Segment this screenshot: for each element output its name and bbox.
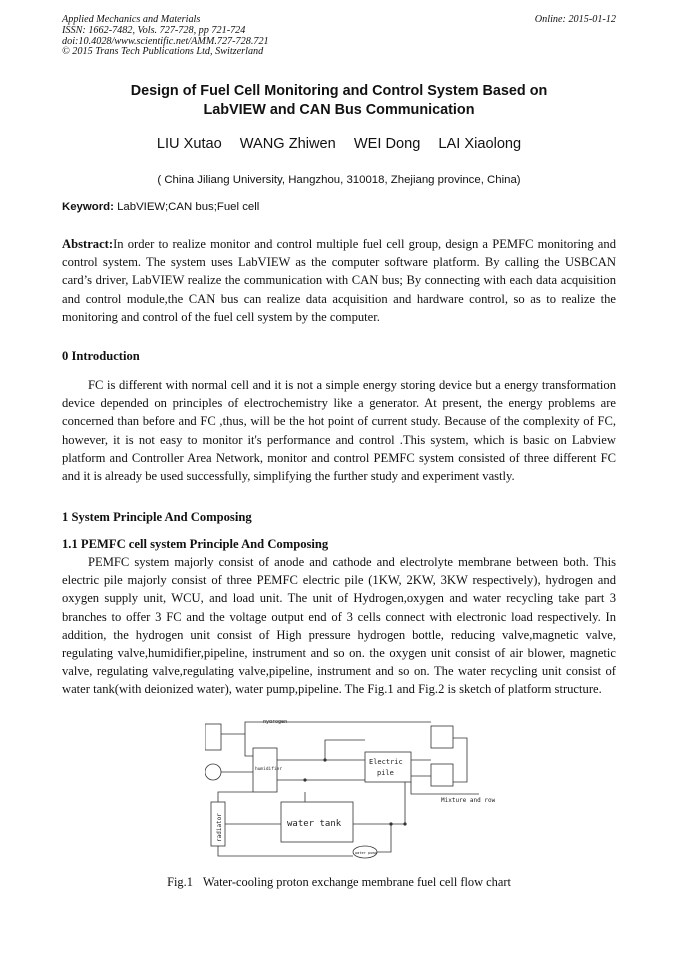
- issn-line: ISSN: 1662-7482, Vols. 727-728, pp 721-724: [62, 24, 246, 36]
- electric-pile-box: [365, 752, 411, 782]
- section-0-heading: 0 Introduction: [62, 349, 140, 363]
- air-blower: [205, 764, 221, 780]
- journal-header: [62, 15, 616, 58]
- section-1-heading: 1 System Principle And Composing: [62, 510, 252, 524]
- radiator-label: radiator: [216, 813, 223, 842]
- section-1-1-paragraph: PEMFC system majorly consist of anode and cathode and electrolyte membrane between both. This electric pile majorly consist of three PEMFC electric pile (1KW, 2KW, 3KW respectively), hydrogen and oxygen supply unit, WCU, and load unit. The unit of Hydrogen,oxygen and water recycling take part 3 branches to offer 3 FC and the voltage output end of 3 cells connect with electronic load respectively. In addition, the hydrogen unit consist of High pressure hydrogen bottle, reducing valve,magnetic valve, regulating valve,humidifier,pipeline, instrument and so on. the oxygen unit consist of air blower, magnetic valve, regulating valve,regulating valve,pipeline, instrument and so on. The water recycling unit consist of water tank(with deionized water), water pump,pipeline. The Fig.1 and Fig.2 is sketch of platform structure.: [62, 555, 616, 697]
- hydrogen-bottle: [205, 724, 221, 750]
- hydrogen-label: hydrogen: [263, 720, 288, 725]
- author-2: WANG Zhiwen: [239, 136, 336, 152]
- caption-label: Fig.1: [167, 875, 193, 889]
- journal-name: Applied Mechanics and Materials: [62, 14, 201, 25]
- abstract-label: Abstract:: [62, 237, 114, 251]
- section-1-1-heading: 1.1 PEMFC cell system Principle And Composing: [62, 537, 329, 551]
- pile-label: pile: [377, 769, 394, 777]
- figure-caption: [62, 875, 616, 890]
- paper-title: [62, 82, 616, 120]
- online-date: Online: 2015-01-12: [534, 14, 616, 25]
- author-list: [62, 136, 616, 152]
- keyword-label: Keyword:: [62, 201, 114, 213]
- author-3: WEI Dong: [353, 136, 421, 152]
- title-line-1: Design of Fuel Cell Monitoring and Control System Based on: [130, 83, 548, 99]
- abstract-text: In order to realize monitor and control multiple fuel cell group, design a PEMFC monitoring and control system. The system uses LabVIEW as the computer software platform. By calling the USBCAN card’s driver, LabVIEW realize the communication with CAN bus; By connecting with each data acquisition and control module,the CAN bus can realize data acquisition and hardware control, so as to realize the monitoring and control of the fuel cell system by the computer.: [62, 237, 616, 324]
- caption-text: Water-cooling proton exchange membrane fuel cell flow chart: [202, 875, 511, 889]
- affiliation: ( China Jiliang University, Hangzhou, 310018, Zhejiang province, China): [157, 174, 521, 186]
- electric-label: Electric: [369, 758, 403, 766]
- water-tank-label: water tank: [287, 819, 342, 829]
- mixture-label: Mixture and row: [441, 797, 495, 804]
- flow-chart-figure: [205, 720, 495, 860]
- doi-line: doi:10.4028/www.scientific.net/AMM.727-728.721: [62, 35, 269, 47]
- right-box-top: [431, 726, 453, 748]
- title-line-2: LabVIEW and CAN Bus Communication: [203, 102, 475, 118]
- abstract: [62, 235, 616, 326]
- copyright-line: © 2015 Trans Tech Publications Ltd, Switzerland: [62, 46, 264, 58]
- keywords: [62, 201, 616, 213]
- water-pump-label: water pump: [355, 851, 377, 855]
- keyword-text: LabVIEW;CAN bus;Fuel cell: [113, 201, 260, 213]
- humidifier-label: humidifier: [255, 767, 283, 772]
- author-1: LIU Xutao: [156, 136, 222, 152]
- section-0-paragraph: FC is different with normal cell and it is not a simple energy storing device but a energy transformation device depended on principles of electrochemistry like a generator. At present, the energy problems are concerned than before and FC ,thus, will be the hot point of current study. Because of the complexity of FC, however, it is not easy to monitor it's performance and control .This system, which is basic on Labview platform and Controller Area Network, monitor and control PEMFC system consisted of three different FC and it is already be used successfully, simplifying the further study and experiment vastly.: [62, 378, 616, 484]
- right-box-bottom: [431, 764, 453, 786]
- author-4: LAI Xiaolong: [438, 136, 522, 152]
